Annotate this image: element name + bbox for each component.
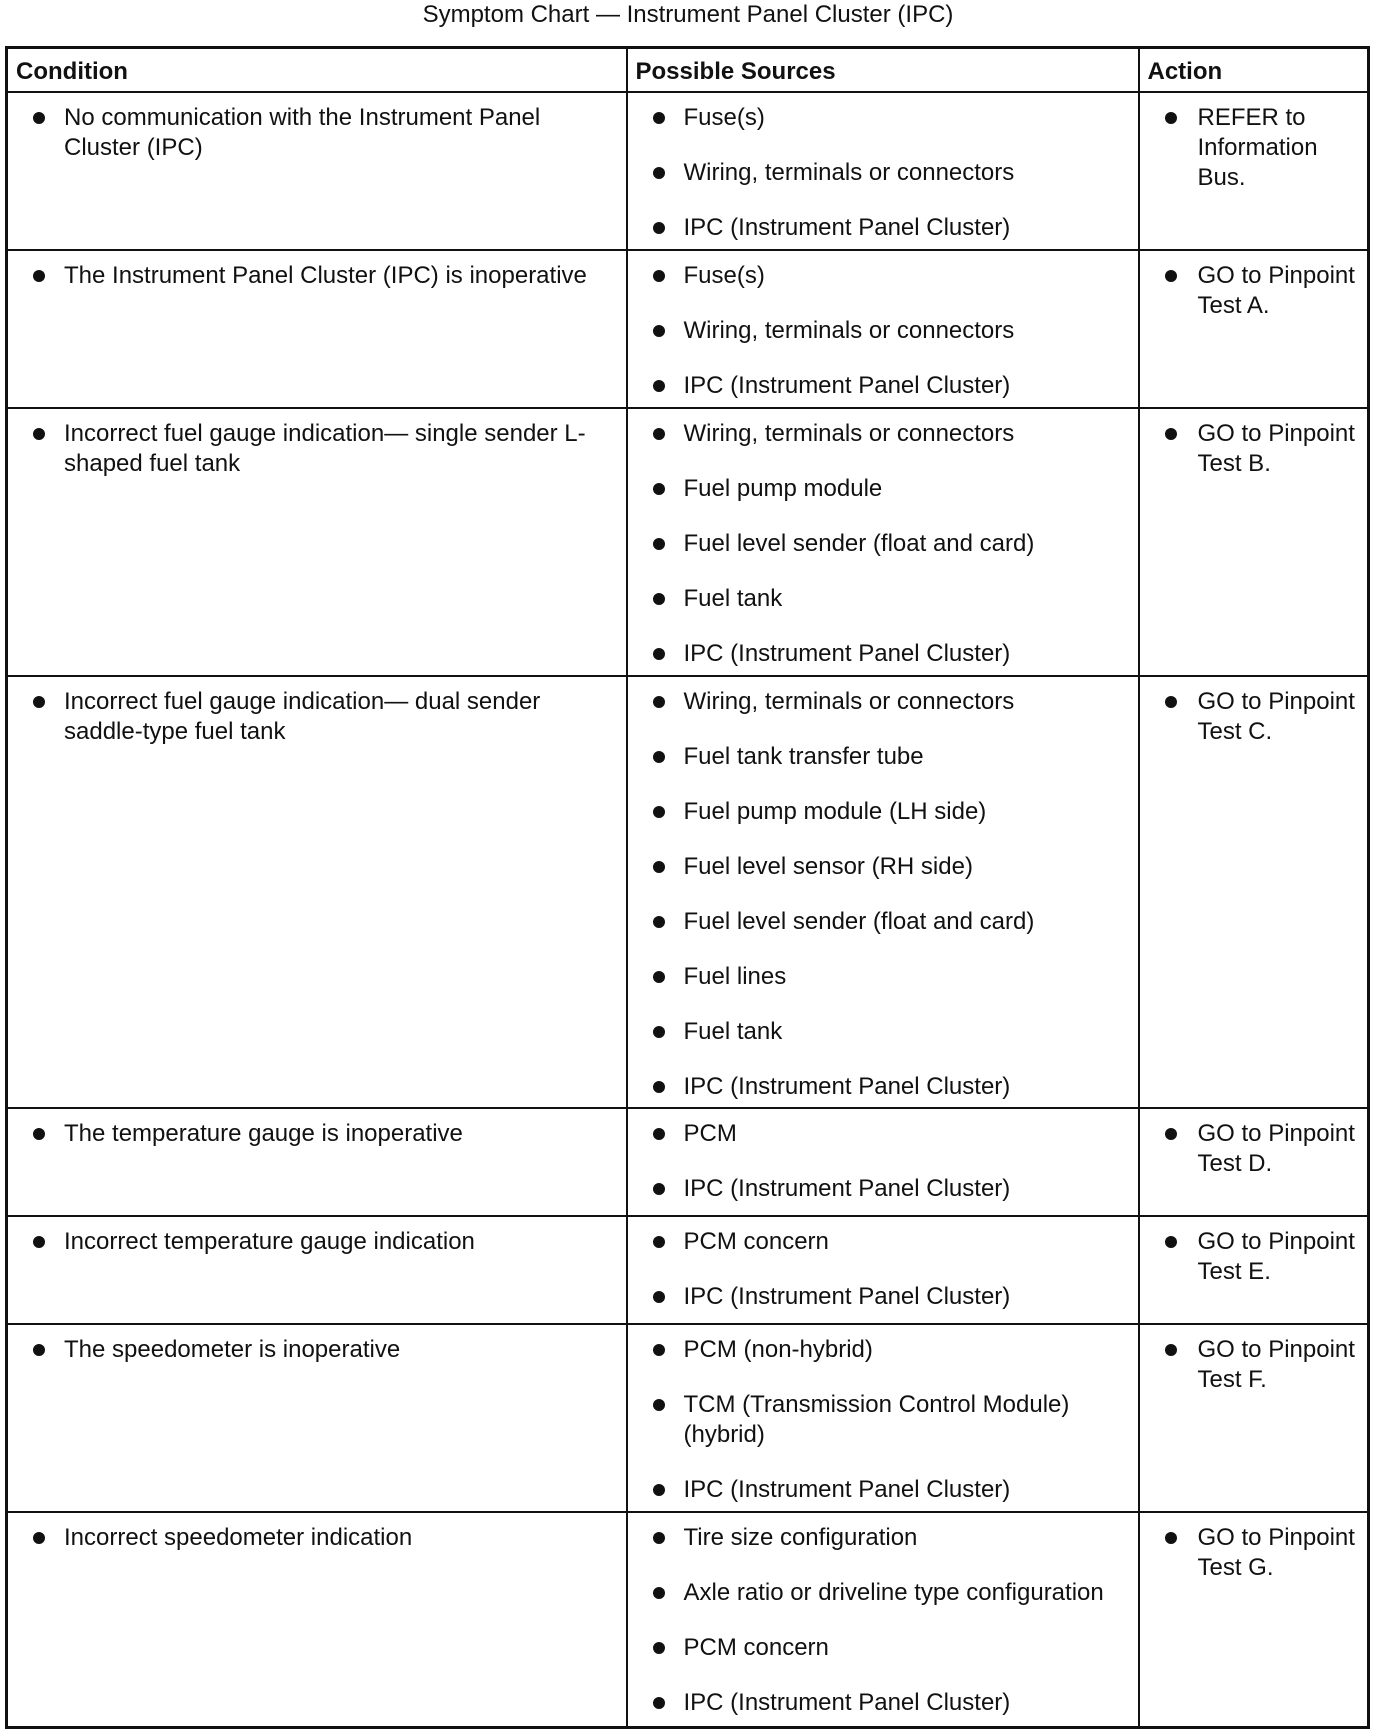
sources-cell — [627, 1512, 1139, 1728]
condition-cell — [7, 676, 627, 1108]
condition-text: The temperature gauge is inoperative — [18, 1119, 618, 1149]
action-cell — [1139, 250, 1369, 408]
condition-cell — [7, 250, 627, 408]
source-item: Wiring, terminals or connectors — [638, 316, 1130, 346]
source-item: IPC (Instrument Panel Cluster) — [638, 639, 1130, 669]
condition-cell — [7, 1512, 627, 1728]
condition-text: Incorrect speedometer indication — [18, 1523, 618, 1553]
table-row — [7, 676, 1369, 1108]
source-item: PCM (non-hybrid) — [638, 1335, 1130, 1365]
table-row — [7, 1216, 1369, 1324]
action-text: GO to Pinpoint Test A. — [1150, 261, 1360, 321]
sources-cell — [627, 92, 1139, 250]
sources-cell — [627, 676, 1139, 1108]
source-item: IPC (Instrument Panel Cluster) — [638, 1174, 1130, 1204]
source-item: Fuel level sensor (RH side) — [638, 852, 1130, 882]
action-text: GO to Pinpoint Test C. — [1150, 687, 1360, 747]
source-item: IPC (Instrument Panel Cluster) — [638, 1282, 1130, 1312]
source-item: Fuel lines — [638, 962, 1130, 992]
table-row — [7, 1324, 1369, 1512]
condition-cell — [7, 1216, 627, 1324]
action-cell — [1139, 676, 1369, 1108]
source-item: Fuel pump module — [638, 474, 1130, 504]
action-text: GO to Pinpoint Test E. — [1150, 1227, 1360, 1287]
symptom-rows — [7, 92, 1369, 1728]
sources-cell — [627, 1324, 1139, 1512]
condition-text: The Instrument Panel Cluster (IPC) is inoperative — [18, 261, 618, 291]
source-item: IPC (Instrument Panel Cluster) — [638, 1688, 1130, 1718]
action-cell — [1139, 1216, 1369, 1324]
source-item: TCM (Transmission Control Module) (hybrid) — [638, 1390, 1130, 1450]
symptom-table — [5, 46, 1370, 1729]
source-item: Fuel level sender (float and card) — [638, 529, 1130, 559]
source-item: PCM concern — [638, 1227, 1130, 1257]
source-item: PCM — [638, 1119, 1130, 1149]
sources-cell — [627, 408, 1139, 676]
header-possible-sources: Possible Sources — [627, 48, 1139, 92]
source-item: Fuel tank transfer tube — [638, 742, 1130, 772]
condition-text: The speedometer is inoperative — [18, 1335, 618, 1365]
source-item: IPC (Instrument Panel Cluster) — [638, 1072, 1130, 1102]
table-row — [7, 1108, 1369, 1216]
condition-text: Incorrect fuel gauge indication— single sender L-shaped fuel tank — [18, 419, 618, 479]
condition-cell — [7, 1108, 627, 1216]
condition-cell — [7, 1324, 627, 1512]
condition-cell — [7, 408, 627, 676]
table-row — [7, 1512, 1369, 1728]
action-cell — [1139, 1108, 1369, 1216]
source-item: IPC (Instrument Panel Cluster) — [638, 1475, 1130, 1505]
source-item: Fuel tank — [638, 1017, 1130, 1047]
table-row — [7, 250, 1369, 408]
source-item: Wiring, terminals or connectors — [638, 158, 1130, 188]
source-item: Fuse(s) — [638, 103, 1130, 133]
source-item: Tire size configuration — [638, 1523, 1130, 1553]
sources-cell — [627, 1216, 1139, 1324]
source-item: Wiring, terminals or connectors — [638, 687, 1130, 717]
source-item: PCM concern — [638, 1633, 1130, 1663]
condition-text: Incorrect fuel gauge indication— dual sender saddle-type fuel tank — [18, 687, 618, 747]
source-item: Fuse(s) — [638, 261, 1130, 291]
source-item: IPC (Instrument Panel Cluster) — [638, 371, 1130, 401]
condition-cell — [7, 92, 627, 250]
header-condition: Condition — [7, 48, 627, 92]
condition-text: No communication with the Instrument Panel Cluster (IPC) — [18, 103, 618, 163]
header-row — [7, 48, 1369, 92]
source-item: Fuel level sender (float and card) — [638, 907, 1130, 937]
table-row — [7, 92, 1369, 250]
action-cell — [1139, 1324, 1369, 1512]
action-cell — [1139, 1512, 1369, 1728]
header-action: Action — [1139, 48, 1369, 92]
source-item: Fuel pump module (LH side) — [638, 797, 1130, 827]
sources-cell — [627, 1108, 1139, 1216]
action-text: REFER to Information Bus. — [1150, 103, 1360, 193]
action-text: GO to Pinpoint Test F. — [1150, 1335, 1360, 1395]
chart-caption: Symptom Chart — Instrument Panel Cluster (IPC) — [422, 1, 954, 28]
action-text: GO to Pinpoint Test G. — [1150, 1523, 1360, 1583]
table-row — [7, 408, 1369, 676]
source-item: Wiring, terminals or connectors — [638, 419, 1130, 449]
condition-text: Incorrect temperature gauge indication — [18, 1227, 618, 1257]
action-cell — [1139, 408, 1369, 676]
source-item: IPC (Instrument Panel Cluster) — [638, 213, 1130, 243]
source-item: Axle ratio or driveline type configuration — [638, 1578, 1130, 1608]
action-text: GO to Pinpoint Test B. — [1150, 419, 1360, 479]
sources-cell — [627, 250, 1139, 408]
action-cell — [1139, 92, 1369, 250]
source-item: Fuel tank — [638, 584, 1130, 614]
action-text: GO to Pinpoint Test D. — [1150, 1119, 1360, 1179]
